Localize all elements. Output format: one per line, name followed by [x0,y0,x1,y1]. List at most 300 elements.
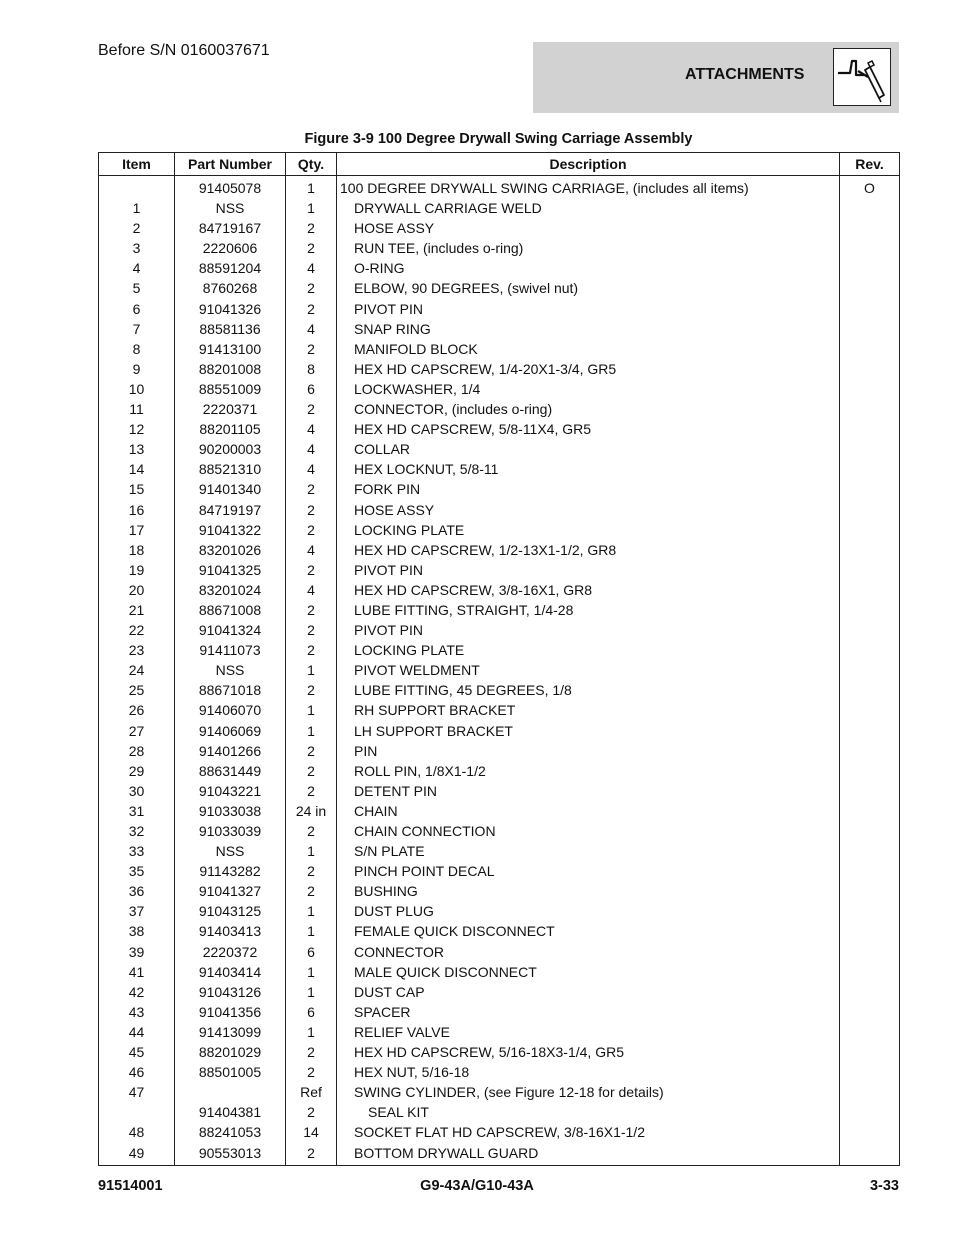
description-cell [337,680,840,700]
qty-cell: 2 [286,479,337,499]
item-cell: 9 [99,359,175,379]
item-cell: 20 [99,580,175,600]
rev-cell [840,942,900,962]
table-row [99,419,900,439]
item-cell: 46 [99,1062,175,1082]
description-cell [337,419,840,439]
rev-cell [840,439,900,459]
qty-cell: 1 [286,982,337,1002]
description-text: FEMALE QUICK DISCONNECT [354,923,555,940]
part-number-cell: NSS [175,660,286,680]
column-header-description: Description [337,153,840,176]
part-number-cell: 8760268 [175,278,286,298]
qty-cell: 1 [286,660,337,680]
table-row [99,520,900,540]
description-text: DRYWALL CARRIAGE WELD [354,200,542,217]
qty-cell: 2 [286,339,337,359]
table-row [99,1062,900,1082]
part-number-cell: 90200003 [175,439,286,459]
description-text: RUN TEE, (includes o-ring) [354,240,524,257]
table-row [99,399,900,419]
qty-cell: 1 [286,1022,337,1042]
table-row [99,339,900,359]
description-cell [337,761,840,781]
item-cell: 38 [99,921,175,941]
description-cell [337,861,840,881]
item-cell: 17 [99,520,175,540]
description-cell [337,781,840,801]
table-row [99,901,900,921]
part-number-cell: 88551009 [175,379,286,399]
description-cell [337,901,840,921]
description-cell [337,1102,840,1122]
description-cell [337,1122,840,1142]
description-text: SWING CYLINDER, (see Figure 12-18 for details) [354,1084,664,1101]
qty-cell: 2 [286,299,337,319]
parts-table [98,152,900,1166]
part-number-cell: 84719167 [175,218,286,238]
description-cell [337,921,840,941]
part-number-cell: 91401340 [175,479,286,499]
description-text: ROLL PIN, 1/8X1-1/2 [354,762,486,779]
item-cell: 14 [99,459,175,479]
rev-cell [840,1102,900,1122]
qty-cell: 1 [286,198,337,218]
table-row [99,640,900,660]
qty-cell: 2 [286,761,337,781]
qty-cell: 4 [286,439,337,459]
description-cell [337,198,840,218]
item-cell: 16 [99,500,175,520]
part-number-cell: 91403413 [175,921,286,941]
description-text: HEX HD CAPSCREW, 5/8-11X4, GR5 [354,421,592,438]
item-cell: 7 [99,319,175,339]
rev-cell: O [840,176,900,199]
rev-cell [840,680,900,700]
description-text: RH SUPPORT BRACKET [354,702,516,719]
qty-cell: 2 [286,560,337,580]
description-cell [337,459,840,479]
qty-cell: 4 [286,319,337,339]
table-row [99,600,900,620]
part-number-cell: 83201024 [175,580,286,600]
table-row [99,962,900,982]
table-row [99,881,900,901]
description-cell [337,540,840,560]
part-number-cell: 91043126 [175,982,286,1002]
description-text: CONNECTOR, (includes o-ring) [354,401,553,418]
description-cell [337,1002,840,1022]
description-cell [337,841,840,861]
part-number-cell: 91411073 [175,640,286,660]
rev-cell [840,339,900,359]
qty-cell: 2 [286,821,337,841]
column-header-rev: Rev. [840,153,900,176]
part-number-cell: 88201105 [175,419,286,439]
description-text: RELIEF VALVE [354,1023,450,1040]
description-text: LOCKING PLATE [354,521,465,538]
description-text: PIVOT PIN [354,300,423,317]
rev-cell [840,600,900,620]
qty-cell: 4 [286,540,337,560]
serial-number-note: Before S/N 0160037671 [98,42,270,59]
table-row [99,801,900,821]
item-cell: 11 [99,399,175,419]
qty-cell: 2 [286,680,337,700]
table-row [99,660,900,680]
part-number-cell: 84719197 [175,500,286,520]
item-cell: 43 [99,1002,175,1022]
rev-cell [840,540,900,560]
item-cell: 15 [99,479,175,499]
qty-cell: 2 [286,640,337,660]
description-text: MANIFOLD BLOCK [354,340,478,357]
part-number-cell: 83201026 [175,540,286,560]
description-cell [337,721,840,741]
part-number-cell: 91041356 [175,1002,286,1022]
table-row [99,359,900,379]
description-cell [337,176,840,199]
table-row [99,1122,900,1142]
part-number-cell: 91033038 [175,801,286,821]
part-number-cell: 2220606 [175,238,286,258]
qty-cell: 2 [286,1042,337,1062]
rev-cell [840,319,900,339]
qty-cell: 2 [286,218,337,238]
table-row [99,781,900,801]
table-row [99,439,900,459]
item-cell: 32 [99,821,175,841]
qty-cell: 2 [286,1062,337,1082]
rev-cell [840,459,900,479]
qty-cell: 4 [286,580,337,600]
item-cell: 5 [99,278,175,298]
qty-cell: 2 [286,600,337,620]
rev-cell [840,881,900,901]
description-text: FORK PIN [354,481,421,498]
qty-cell: 6 [286,379,337,399]
description-cell [337,660,840,680]
rev-cell [840,1022,900,1042]
item-cell: 10 [99,379,175,399]
description-cell [337,700,840,720]
column-header-item: Item [99,153,175,176]
part-number-cell [175,1082,286,1102]
description-cell [337,479,840,499]
description-text: S/N PLATE [354,843,425,860]
description-text: LOCKWASHER, 1/4 [354,380,481,397]
item-cell: 18 [99,540,175,560]
description-cell [337,258,840,278]
part-number-cell: 91043125 [175,901,286,921]
part-number-cell: 88581136 [175,319,286,339]
table-row [99,741,900,761]
description-text: LUBE FITTING, STRAIGHT, 1/4-28 [354,601,574,618]
rev-cell [840,1062,900,1082]
rev-cell [840,962,900,982]
rev-cell [840,761,900,781]
qty-cell: 14 [286,1122,337,1142]
part-number-cell: 88241053 [175,1122,286,1142]
qty-cell: 4 [286,258,337,278]
rev-cell [840,520,900,540]
rev-cell [840,1042,900,1062]
description-text: HEX HD CAPSCREW, 1/2-13X1-1/2, GR8 [354,541,617,558]
rev-cell [840,278,900,298]
rev-cell [840,1143,900,1166]
description-cell [337,620,840,640]
item-cell: 39 [99,942,175,962]
description-text: HEX HD CAPSCREW, 5/16-18X3-1/4, GR5 [354,1044,624,1061]
table-row [99,479,900,499]
description-text: BOTTOM DRYWALL GUARD [354,1144,539,1161]
item-cell: 36 [99,881,175,901]
description-text: O-RING [354,260,405,277]
table-row [99,258,900,278]
part-number-cell: 91405078 [175,176,286,199]
table-row [99,278,900,298]
part-number-cell: 91143282 [175,861,286,881]
table-row [99,218,900,238]
parts-table-body [99,176,900,1166]
description-text: LH SUPPORT BRACKET [354,722,513,739]
part-number-cell: 88501005 [175,1062,286,1082]
description-cell [337,339,840,359]
qty-cell: 24 in [286,801,337,821]
description-cell [337,1062,840,1082]
description-text: PIVOT PIN [354,622,423,639]
table-row [99,500,900,520]
description-cell [337,580,840,600]
description-cell [337,982,840,1002]
rev-cell [840,1002,900,1022]
description-cell [337,520,840,540]
rev-cell [840,901,900,921]
item-cell: 6 [99,299,175,319]
item-cell: 2 [99,218,175,238]
table-row [99,299,900,319]
description-cell [337,1082,840,1102]
qty-cell: 2 [286,520,337,540]
table-row [99,379,900,399]
qty-cell: 6 [286,1002,337,1022]
item-cell: 42 [99,982,175,1002]
description-text: PINCH POINT DECAL [354,863,495,880]
item-cell: 30 [99,781,175,801]
part-number-cell: NSS [175,841,286,861]
table-row [99,982,900,1002]
table-row [99,921,900,941]
rev-cell [840,238,900,258]
table-row [99,700,900,720]
table-row [99,680,900,700]
table-row [99,459,900,479]
description-text: PIVOT PIN [354,561,423,578]
item-cell: 19 [99,560,175,580]
description-text: HEX HD CAPSCREW, 3/8-16X1, GR8 [354,581,593,598]
qty-cell: 2 [286,1102,337,1122]
rev-cell [840,198,900,218]
qty-cell: 1 [286,841,337,861]
description-text: SPACER [354,1003,411,1020]
qty-cell: 1 [286,962,337,982]
qty-cell: 2 [286,781,337,801]
description-text: COLLAR [354,441,411,458]
part-number-cell: 91403414 [175,962,286,982]
description-cell [337,881,840,901]
figure-title: Figure 3-9 100 Degree Drywall Swing Carriage Assembly [304,131,693,147]
item-cell: 3 [99,238,175,258]
description-cell [337,278,840,298]
description-cell [337,218,840,238]
item-cell: 35 [99,861,175,881]
part-number-cell: 91041326 [175,299,286,319]
item-cell: 21 [99,600,175,620]
rev-cell [840,379,900,399]
section-title: ATTACHMENTS [685,66,805,83]
item-cell: 25 [99,680,175,700]
item-cell: 45 [99,1042,175,1062]
table-row [99,721,900,741]
description-cell [337,1022,840,1042]
part-number-cell: 2220372 [175,942,286,962]
description-cell [337,359,840,379]
table-row [99,841,900,861]
part-number-cell: 90553013 [175,1143,286,1166]
item-cell: 26 [99,700,175,720]
rev-cell [840,258,900,278]
part-number-cell: 91401266 [175,741,286,761]
item-cell: 41 [99,962,175,982]
table-row [99,1102,900,1122]
description-cell [337,560,840,580]
description-text: 100 DEGREE DRYWALL SWING CARRIAGE, (includes all items) [340,180,749,196]
description-text: SOCKET FLAT HD CAPSCREW, 3/8-16X1-1/2 [354,1124,645,1141]
qty-cell: 1 [286,176,337,199]
rev-cell [840,1122,900,1142]
rev-cell [840,419,900,439]
qty-cell: 2 [286,399,337,419]
item-cell: 28 [99,741,175,761]
description-text: HOSE ASSY [354,220,435,237]
rev-cell [840,299,900,319]
part-number-cell: 91041327 [175,881,286,901]
item-cell: 49 [99,1143,175,1166]
column-header-part-number: Part Number [175,153,286,176]
table-row [99,238,900,258]
description-cell [337,962,840,982]
rev-cell [840,580,900,600]
part-number-cell: 88671008 [175,600,286,620]
item-cell: 37 [99,901,175,921]
description-text: CHAIN [354,802,398,819]
description-cell [337,1042,840,1062]
qty-cell: 2 [286,500,337,520]
item-cell: 23 [99,640,175,660]
qty-cell: 1 [286,901,337,921]
qty-cell: 4 [286,459,337,479]
item-cell [99,1102,175,1122]
description-text: SEAL KIT [368,1104,429,1121]
description-cell [337,640,840,660]
attachment-tool-icon [833,48,891,106]
table-row [99,861,900,881]
description-cell [337,741,840,761]
description-cell [337,600,840,620]
description-text: PIN [354,742,378,759]
part-number-cell: 91041324 [175,620,286,640]
table-row [99,580,900,600]
footer-page-number: 3-33 [869,1178,899,1194]
item-cell: 1 [99,198,175,218]
item-cell: 47 [99,1082,175,1102]
description-text: SNAP RING [354,320,431,337]
item-cell: 13 [99,439,175,459]
part-number-cell: 91404381 [175,1102,286,1122]
description-text: CHAIN CONNECTION [354,823,496,839]
rev-cell [840,700,900,720]
part-number-cell: 91406069 [175,721,286,741]
footer-model: G9-43A/G10-43A [420,1178,534,1194]
table-row [99,1082,900,1102]
qty-cell: 1 [286,921,337,941]
table-row [99,821,900,841]
part-number-cell: 91043221 [175,781,286,801]
description-cell [337,379,840,399]
table-row [99,1002,900,1022]
description-text: HEX LOCKNUT, 5/8-11 [354,461,499,478]
description-cell [337,942,840,962]
part-number-cell: 91413100 [175,339,286,359]
rev-cell [840,620,900,640]
item-cell: 48 [99,1122,175,1142]
rev-cell [840,500,900,520]
qty-cell: 8 [286,359,337,379]
description-cell [337,439,840,459]
item-cell: 29 [99,761,175,781]
part-number-cell: 88521310 [175,459,286,479]
table-row [99,620,900,640]
qty-cell: 1 [286,700,337,720]
description-cell [337,801,840,821]
rev-cell [840,982,900,1002]
description-text: BUSHING [354,883,418,900]
description-text: LUBE FITTING, 45 DEGREES, 1/8 [354,682,572,699]
rev-cell [840,479,900,499]
rev-cell [840,921,900,941]
qty-cell: Ref [286,1082,337,1102]
description-text: HEX HD CAPSCREW, 1/4-20X1-3/4, GR5 [354,360,617,377]
part-number-cell: 88201008 [175,359,286,379]
qty-cell: 2 [286,238,337,258]
table-row [99,1022,900,1042]
table-row [99,1143,900,1166]
item-cell: 24 [99,660,175,680]
description-text: MALE QUICK DISCONNECT [354,963,537,980]
table-row [99,198,900,218]
section-header [533,42,899,113]
part-number-cell: 91413099 [175,1022,286,1042]
item-cell: 44 [99,1022,175,1042]
item-cell: 31 [99,801,175,821]
rev-cell [840,399,900,419]
rev-cell [840,861,900,881]
item-cell: 4 [99,258,175,278]
description-text: DUST CAP [354,983,425,1000]
part-number-cell: NSS [175,198,286,218]
rev-cell [840,801,900,821]
description-cell [337,238,840,258]
